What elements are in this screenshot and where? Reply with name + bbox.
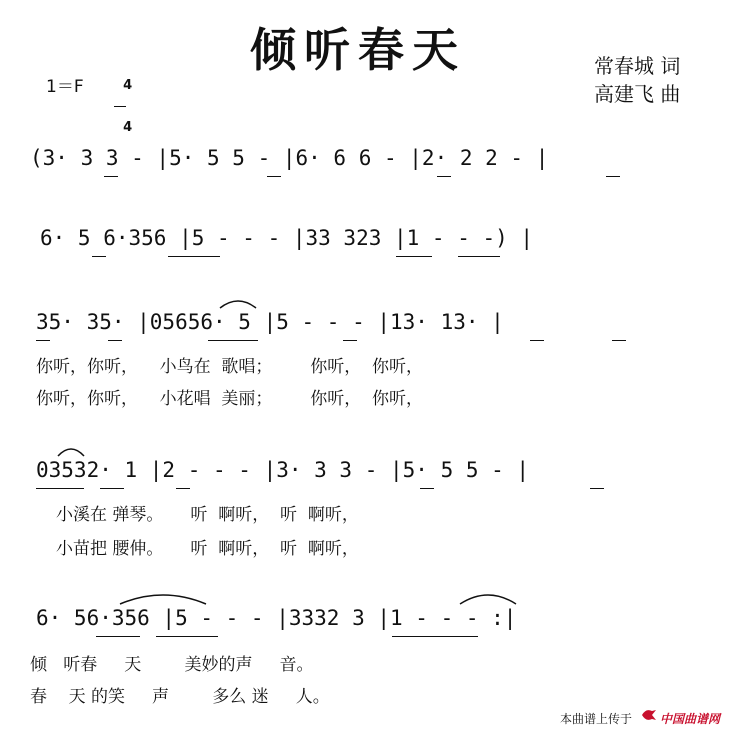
underline: [590, 488, 604, 489]
underline: [100, 488, 124, 489]
notation-row-3: 35· 35· |05656· 5 |5 - - - |13· 13· |: [36, 310, 504, 334]
underline: [156, 636, 218, 637]
underline: [606, 176, 620, 177]
fraction-bar: [114, 106, 126, 107]
composer-credit: 高建飞 曲: [594, 82, 681, 106]
lyrics-row-4-verse-2: 小苗把 腰伸。 听 啊听， 听 啊听，: [56, 539, 359, 559]
lyrics-row-3-verse-2: 你听，你听， 小花唱 美丽； 你听， 你听，: [36, 389, 424, 409]
notation-row-1: (3· 3 3 - |5· 5 5 - |6· 6 6 - |2· 2 2 - |: [30, 146, 549, 170]
underline: [36, 488, 84, 489]
underline: [92, 256, 106, 257]
underline: [96, 636, 140, 637]
slur: [218, 296, 258, 310]
notation-row-5: 6· 56·356 |5 - - - |3332 3 |1 - - - :|: [36, 606, 517, 630]
underline: [176, 488, 190, 489]
notation-row-2: 6· 5 6·356 |5 - - - |33 323 |1 - - -) |: [40, 226, 534, 250]
underline: [267, 176, 281, 177]
underline: [612, 340, 626, 341]
upload-note: 本曲谱上传于: [560, 712, 633, 726]
underline: [208, 340, 258, 341]
key-signature: 1＝F: [46, 77, 84, 97]
underline: [458, 256, 500, 257]
slur: [458, 590, 518, 606]
lyricist-credit: 常春城 词: [594, 54, 681, 78]
slur: [118, 590, 208, 606]
time-signature-top: 4: [123, 78, 133, 93]
lyrics-row-5-verse-1: 倾 听春 天 美妙的声 音。: [30, 655, 314, 675]
time-signature: [114, 66, 132, 134]
underline: [420, 488, 434, 489]
underline: [343, 340, 357, 341]
underline: [36, 340, 50, 341]
time-signature-bottom: 4: [123, 120, 133, 135]
underline: [104, 176, 118, 177]
site-name: 中国曲谱网: [660, 712, 721, 726]
song-title: 倾听春天: [250, 23, 466, 77]
underline: [530, 340, 544, 341]
lyrics-row-3-verse-1: 你听，你听， 小鸟在 歌唱； 你听， 你听，: [36, 357, 424, 377]
lyrics-row-4-verse-1: 小溪在 弹琴。 听 啊听， 听 啊听，: [56, 505, 359, 525]
underline: [108, 340, 122, 341]
notation-row-4: 03532· 1 |2 - - - |3· 3 3 - |5· 5 5 - |: [36, 458, 530, 482]
lyrics-row-5-verse-2: 春 天 的笑 声 多么 迷 人。: [30, 687, 330, 707]
underline: [392, 636, 478, 637]
slur: [56, 444, 86, 458]
underline: [168, 256, 220, 257]
underline: [396, 256, 432, 257]
underline: [437, 176, 451, 177]
site-logo-icon: [640, 708, 658, 722]
